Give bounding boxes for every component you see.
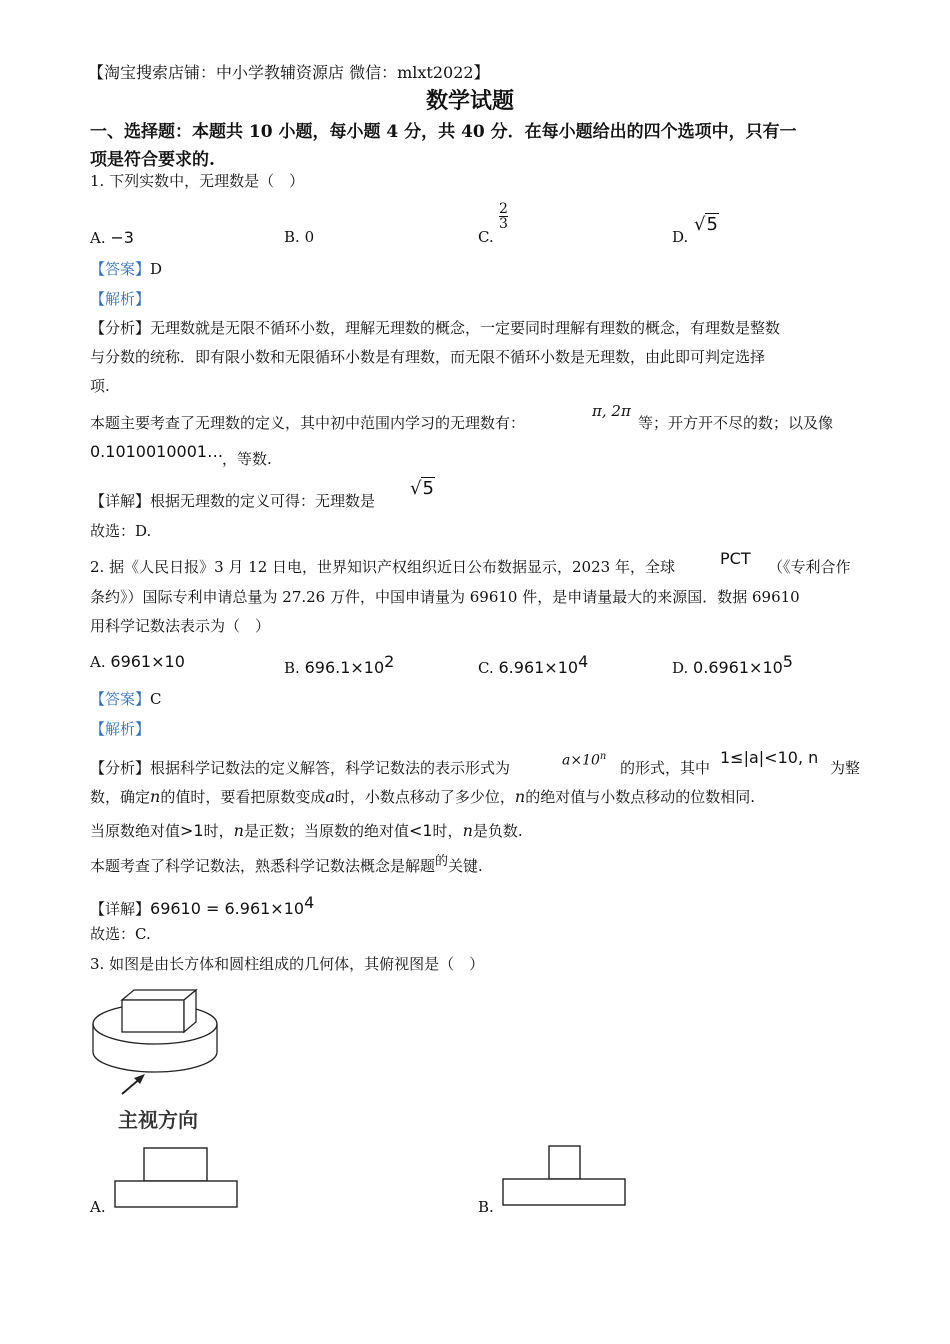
q1-answer-value: D bbox=[150, 260, 163, 278]
q1-option-d-sqrt: √5 bbox=[694, 214, 718, 235]
q1-note-text-a: 本题主要考查了无理数的定义，其中初中范围内学习的无理数有： bbox=[90, 414, 526, 432]
q1-detail-sqrt: √5 bbox=[410, 478, 434, 499]
q2-option-a-label: A. bbox=[90, 653, 106, 671]
q1-option-c-fraction bbox=[499, 202, 508, 231]
q2-line2-n: n bbox=[150, 787, 161, 806]
page-title: 数学试题 bbox=[426, 88, 515, 114]
q1-option-b-label: B. bbox=[284, 228, 300, 246]
q3-stem: 3. 如图是由长方体和圆柱组成的几何体，其俯视图是（ ） bbox=[90, 955, 485, 973]
detail-tag: 【详解】 bbox=[90, 900, 151, 918]
q1-detail bbox=[90, 490, 375, 511]
q2-line3-n: n bbox=[233, 821, 244, 840]
q2-line3-lt1: <1 bbox=[408, 821, 433, 840]
q2-line3-n2: n bbox=[462, 821, 473, 840]
q2-option-b-base: 696.1×10 bbox=[304, 658, 385, 677]
q2-detail-exp: 4 bbox=[304, 893, 315, 912]
q3-option-a-figure[interactable] bbox=[113, 1146, 239, 1210]
q2-range: 1≤|a|<10, n bbox=[720, 748, 819, 767]
q1-option-d-label[interactable]: D. bbox=[672, 228, 689, 246]
q2-option-b-label: B. bbox=[284, 659, 300, 677]
q2-note-a: 本题考查了科学记数法，熟悉科学记数法概念是解题 bbox=[90, 857, 436, 875]
q2-fenxi-text-c: 为整 bbox=[830, 759, 861, 777]
q1-stem: 1. 下列实数中，无理数是（ ） bbox=[90, 172, 305, 190]
q1-choose: 故选：D. bbox=[90, 522, 152, 540]
q2-line3-d: 时， bbox=[432, 822, 463, 840]
q3-figure-label: 主视方向 bbox=[118, 1108, 198, 1132]
answer-tag: 【答案】 bbox=[90, 690, 151, 708]
q2-line3 bbox=[90, 820, 523, 841]
q1-answer bbox=[90, 258, 162, 279]
q2-form-exp: n bbox=[599, 751, 607, 762]
q2-stem-b: （《专利合作 bbox=[768, 558, 851, 576]
q1-note-text-c: ，等数. bbox=[222, 450, 272, 468]
q2-option-c[interactable] bbox=[478, 652, 588, 677]
q2-stem-line3: 用科学记数法表示为（ ） bbox=[90, 617, 271, 635]
q2-fenxi-line1 bbox=[90, 757, 510, 778]
q2-line3-e: 是负数. bbox=[472, 822, 523, 840]
q1-option-a-label: A. bbox=[90, 229, 106, 247]
section-heading-line2: 项是符合要求的. bbox=[90, 150, 215, 170]
q2-option-b[interactable] bbox=[284, 652, 394, 677]
q1-option-a[interactable] bbox=[90, 228, 134, 247]
q1-analysis-tag: 【解析】 bbox=[90, 290, 151, 308]
header-note: 【淘宝搜索店铺：中小学教辅资源店 微信：mlxt2022】 bbox=[88, 63, 490, 82]
q2-choose: 故选：C. bbox=[90, 925, 151, 943]
q1-fenxi-line1 bbox=[90, 317, 780, 338]
q2-line2-d: 的绝对值与小数点移动的位数相同. bbox=[525, 788, 755, 806]
q1-option-b-value: 0 bbox=[304, 228, 315, 246]
q1-fenxi-line3: 项. bbox=[90, 377, 110, 395]
q2-option-d-exp: 5 bbox=[782, 652, 793, 671]
q2-note bbox=[90, 855, 483, 876]
detail-tag: 【详解】 bbox=[90, 492, 151, 510]
q2-option-b-exp: 2 bbox=[384, 652, 395, 671]
q2-option-c-label: C. bbox=[478, 659, 494, 677]
q2-option-a[interactable] bbox=[90, 652, 185, 671]
q2-line2 bbox=[90, 786, 755, 807]
q2-line3-b: 时， bbox=[203, 822, 234, 840]
q1-option-c-denominator: 3 bbox=[499, 216, 508, 232]
q3-option-a-label[interactable]: A. bbox=[90, 1198, 106, 1216]
q3-solid-figure bbox=[90, 982, 230, 1097]
q2-line3-gt1: >1 bbox=[180, 821, 204, 840]
q1-option-c-numerator: 2 bbox=[499, 201, 508, 217]
q2-option-d[interactable] bbox=[672, 652, 793, 677]
q1-detail-radicand: 5 bbox=[422, 478, 434, 499]
q2-stem-a: 2. 据《人民日报》3 月 12 日电，世界知识产权组织近日公布数据显示，2023 年，全球 bbox=[90, 558, 675, 576]
q2-note-de: 的 bbox=[435, 854, 449, 869]
q2-option-a-value: 6961×10 bbox=[110, 652, 185, 671]
q3-option-b-figure[interactable] bbox=[501, 1144, 629, 1208]
q1-option-a-value: −3 bbox=[110, 228, 134, 247]
q1-detail-text: 根据无理数的定义可得：无理数是 bbox=[150, 492, 376, 510]
q1-fenxi-text1: 无理数就是无限不循环小数，理解无理数的概念，一定要同时理解有理数的概念，有理数是整数 bbox=[150, 319, 781, 337]
q1-fenxi-line2: 与分数的统称．即有限小数和无限循环小数是有理数，而无限不循环小数是无理数，由此即可判定选择 bbox=[90, 348, 766, 366]
q2-answer-value: C bbox=[150, 690, 162, 708]
q1-note-number: 0.1010010001… bbox=[90, 442, 224, 461]
q2-detail bbox=[90, 893, 314, 919]
q2-analysis-tag: 【解析】 bbox=[90, 720, 151, 738]
q1-option-d-radicand: 5 bbox=[706, 214, 718, 235]
fenxi-tag: 【分析】 bbox=[90, 319, 151, 337]
q2-option-d-base: 0.6961×10 bbox=[693, 658, 783, 677]
q2-detail-base: 69610 = 6.961×10 bbox=[150, 899, 305, 918]
q2-line3-a: 当原数绝对值 bbox=[90, 822, 181, 840]
q2-line2-b: 的值时，要看把原数变成 bbox=[160, 788, 326, 806]
section-heading-line1: 一、选择题：本题共 10 小题，每小题 4 分，共 40 分．在每小题给出的四个选项中，只有一 bbox=[90, 122, 797, 142]
q2-line2-c: 时，小数点移动了多少位， bbox=[334, 788, 515, 806]
answer-tag: 【答案】 bbox=[90, 260, 151, 278]
q2-line3-c: 是正数；当原数的绝对值 bbox=[243, 822, 409, 840]
q1-option-b[interactable] bbox=[284, 228, 314, 246]
q2-line2-n2: n bbox=[514, 787, 526, 806]
q2-option-c-base: 6.961×10 bbox=[498, 658, 579, 677]
q2-stem-line2: 条约》）国际专利申请总量为 27.26 万件，中国申请量为 69610 件，是申请量最大的来源国．数据 69610 bbox=[90, 588, 800, 606]
fenxi-tag: 【分析】 bbox=[90, 759, 151, 777]
q2-answer bbox=[90, 688, 162, 709]
q2-option-c-exp: 4 bbox=[578, 652, 589, 671]
q2-fenxi-text-a: 根据科学记数法的定义解答，科学记数法的表示形式为 bbox=[150, 759, 511, 777]
q2-pct: PCT bbox=[720, 549, 751, 568]
q2-form-base: a×10 bbox=[562, 752, 600, 769]
q2-form bbox=[562, 751, 606, 769]
q2-fenxi-text-b: 的形式，其中 bbox=[620, 759, 711, 777]
q2-option-d-label: D. bbox=[672, 659, 689, 677]
q1-option-c-label[interactable]: C. bbox=[478, 228, 494, 246]
q3-option-b-label[interactable]: B. bbox=[478, 1198, 494, 1216]
q2-note-b: 关键. bbox=[448, 857, 483, 875]
q2-line2-a-var: a bbox=[325, 787, 335, 806]
q1-note-text-b: 等；开方开不尽的数；以及像 bbox=[638, 414, 834, 432]
q2-line2-a: 数，确定 bbox=[90, 788, 151, 806]
q1-note-pi: π, 2π bbox=[592, 402, 631, 420]
